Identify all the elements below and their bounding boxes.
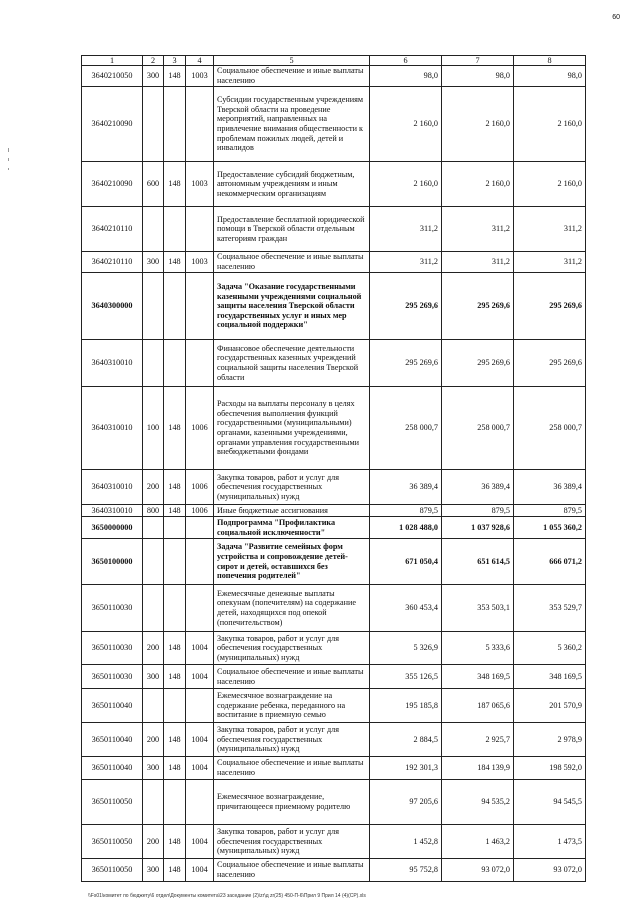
budget-table <box>81 55 586 882</box>
amount-year2-cell: 651 614,5 <box>442 539 514 585</box>
ministry-code-cell <box>164 780 186 825</box>
header-cell: 4 <box>186 56 214 66</box>
ministry-code-cell: 148 <box>164 825 186 859</box>
amount-year1-cell: 2 160,0 <box>370 87 442 162</box>
ministry-code-cell: 148 <box>164 66 186 87</box>
table-row <box>82 273 586 340</box>
budget-code-cell: 3650110040 <box>82 689 143 723</box>
expense-type-cell <box>143 273 164 340</box>
ministry-code-cell: 148 <box>164 387 186 470</box>
description-cell: Задача "Развитие семейных форм устройства и сопровождение детей-сирот и детей, оставшихся без попечения родителей" <box>214 539 370 585</box>
description-cell: Социальное обеспечение и иные выплаты населению <box>214 252 370 273</box>
table-row <box>82 825 586 859</box>
description-cell: Закупка товаров, работ и услуг для обеспечения государственных (муниципальных) нужд <box>214 470 370 505</box>
section-code-cell: 1003 <box>186 252 214 273</box>
amount-year1-cell: 258 000,7 <box>370 387 442 470</box>
description-cell: Субсидии государственным учреждениям Тверской области на проведение мероприятий, направленных на привлечение внимания общественности к проблемам пожилых людей, детей и инвалидов <box>214 87 370 162</box>
ministry-code-cell: 148 <box>164 859 186 882</box>
section-code-cell: 1006 <box>186 470 214 505</box>
header-cell: 3 <box>164 56 186 66</box>
amount-year2-cell: 98,0 <box>442 66 514 87</box>
description-cell: Ежемесячное вознаграждение на содержание ребенка, переданного на воспитание в приемную семью <box>214 689 370 723</box>
ministry-code-cell: 148 <box>164 505 186 517</box>
budget-code-cell: 3640310010 <box>82 340 143 387</box>
table-row <box>82 689 586 723</box>
file-path-footer: \\Fs01\комитет по бюджету\6 отдел\Документы комитета\23 заседание (2)\zr\д zr(25) 450-П-6\Прил 9 Прил 14 (4)(CP).xls <box>88 893 366 899</box>
section-code-cell: 1006 <box>186 505 214 517</box>
description-cell: Закупка товаров, работ и услуг для обеспечения государственных (муниципальных) нужд <box>214 723 370 757</box>
amount-year3-cell: 5 360,2 <box>514 632 586 665</box>
budget-code-cell: 3640310010 <box>82 387 143 470</box>
expense-type-cell: 300 <box>143 859 164 882</box>
amount-year2-cell: 353 503,1 <box>442 585 514 632</box>
section-code-cell <box>186 340 214 387</box>
budget-code-cell: 3650110030 <box>82 632 143 665</box>
budget-code-cell: 3650110040 <box>82 723 143 757</box>
amount-year1-cell: 295 269,6 <box>370 273 442 340</box>
section-code-cell: 1003 <box>186 162 214 207</box>
amount-year3-cell: 93 072,0 <box>514 859 586 882</box>
amount-year2-cell: 311,2 <box>442 207 514 252</box>
budget-code-cell: 3650110050 <box>82 859 143 882</box>
amount-year3-cell: 258 000,7 <box>514 387 586 470</box>
ministry-code-cell: 148 <box>164 632 186 665</box>
table-row <box>82 539 586 585</box>
amount-year3-cell: 348 169,5 <box>514 665 586 689</box>
table-row <box>82 780 586 825</box>
section-code-cell: 1004 <box>186 665 214 689</box>
ministry-code-cell: 148 <box>164 252 186 273</box>
description-cell: Финансовое обеспечение деятельности государственных казенных учреждений социальной защиты населения Тверской области <box>214 340 370 387</box>
budget-code-cell: 3650000000 <box>82 517 143 539</box>
amount-year2-cell: 94 535,2 <box>442 780 514 825</box>
budget-code-cell: 3640300000 <box>82 273 143 340</box>
amount-year3-cell: 1 055 360,2 <box>514 517 586 539</box>
amount-year2-cell: 1 037 928,6 <box>442 517 514 539</box>
ministry-code-cell <box>164 689 186 723</box>
amount-year1-cell: 36 389,4 <box>370 470 442 505</box>
section-code-cell <box>186 585 214 632</box>
budget-code-cell: 3650110040 <box>82 757 143 780</box>
table-row <box>82 252 586 273</box>
section-code-cell: 1004 <box>186 825 214 859</box>
expense-type-cell: 300 <box>143 757 164 780</box>
section-code-cell <box>186 207 214 252</box>
page-number: 60 <box>612 14 620 21</box>
budget-code-cell: 3650110050 <box>82 780 143 825</box>
description-cell: Закупка товаров, работ и услуг для обеспечения государственных (муниципальных) нужд <box>214 825 370 859</box>
description-cell: Предоставление субсидий бюджетным, автономным учреждениям и иным некоммерческим организациям <box>214 162 370 207</box>
table-row <box>82 66 586 87</box>
table-row <box>82 585 586 632</box>
expense-type-cell: 100 <box>143 387 164 470</box>
description-cell: Иные бюджетные ассигнования <box>214 505 370 517</box>
amount-year3-cell: 666 071,2 <box>514 539 586 585</box>
header-cell: 2 <box>143 56 164 66</box>
header-cell: 8 <box>514 56 586 66</box>
amount-year1-cell: 2 884,5 <box>370 723 442 757</box>
description-cell: Ежемесячное вознаграждение, причитающееся приемному родителю <box>214 780 370 825</box>
amount-year3-cell: 36 389,4 <box>514 470 586 505</box>
section-code-cell: 1004 <box>186 859 214 882</box>
section-code-cell <box>186 273 214 340</box>
amount-year1-cell: 879,5 <box>370 505 442 517</box>
amount-year3-cell: 198 592,0 <box>514 757 586 780</box>
header-cell: 7 <box>442 56 514 66</box>
margin-mark <box>8 158 9 161</box>
expense-type-cell <box>143 207 164 252</box>
amount-year2-cell: 295 269,6 <box>442 340 514 387</box>
budget-code-cell: 3640310010 <box>82 505 143 517</box>
header-row <box>82 56 586 66</box>
amount-year1-cell: 1 452,8 <box>370 825 442 859</box>
amount-year1-cell: 355 126,5 <box>370 665 442 689</box>
ministry-code-cell <box>164 585 186 632</box>
ministry-code-cell: 148 <box>164 757 186 780</box>
expense-type-cell: 200 <box>143 825 164 859</box>
header-cell: 1 <box>82 56 143 66</box>
expense-type-cell: 600 <box>143 162 164 207</box>
table-row <box>82 162 586 207</box>
ministry-code-cell: 148 <box>164 723 186 757</box>
amount-year3-cell: 295 269,6 <box>514 340 586 387</box>
amount-year2-cell: 2 925,7 <box>442 723 514 757</box>
section-code-cell: 1006 <box>186 387 214 470</box>
amount-year2-cell: 1 463,2 <box>442 825 514 859</box>
table-row <box>82 470 586 505</box>
table-row <box>82 387 586 470</box>
expense-type-cell: 200 <box>143 632 164 665</box>
table-row <box>82 723 586 757</box>
amount-year1-cell: 95 752,8 <box>370 859 442 882</box>
description-cell: Задача "Оказание государственными казенными учреждениями социальной защиты населения Тверской области государственных услуг и иных мер социальной поддержки" <box>214 273 370 340</box>
budget-code-cell: 3640210090 <box>82 87 143 162</box>
margin-mark <box>8 148 9 152</box>
expense-type-cell: 300 <box>143 66 164 87</box>
amount-year2-cell: 36 389,4 <box>442 470 514 505</box>
budget-code-cell: 3640210110 <box>82 252 143 273</box>
table-row <box>82 340 586 387</box>
expense-type-cell <box>143 780 164 825</box>
amount-year3-cell: 311,2 <box>514 207 586 252</box>
expense-type-cell: 800 <box>143 505 164 517</box>
description-cell: Социальное обеспечение и иные выплаты населению <box>214 66 370 87</box>
amount-year1-cell: 195 185,8 <box>370 689 442 723</box>
expense-type-cell: 300 <box>143 665 164 689</box>
amount-year2-cell: 311,2 <box>442 252 514 273</box>
amount-year2-cell: 2 160,0 <box>442 162 514 207</box>
amount-year3-cell: 311,2 <box>514 252 586 273</box>
amount-year3-cell: 295 269,6 <box>514 273 586 340</box>
amount-year2-cell: 93 072,0 <box>442 859 514 882</box>
expense-type-cell: 300 <box>143 252 164 273</box>
amount-year1-cell: 192 301,3 <box>370 757 442 780</box>
table-row <box>82 665 586 689</box>
table-row <box>82 207 586 252</box>
expense-type-cell: 200 <box>143 470 164 505</box>
amount-year3-cell: 201 570,9 <box>514 689 586 723</box>
header-cell: 5 <box>214 56 370 66</box>
section-code-cell: 1004 <box>186 723 214 757</box>
budget-code-cell: 3640210050 <box>82 66 143 87</box>
ministry-code-cell: 148 <box>164 162 186 207</box>
budget-code-cell: 3640310010 <box>82 470 143 505</box>
table-row <box>82 517 586 539</box>
ministry-code-cell: 148 <box>164 665 186 689</box>
section-code-cell <box>186 780 214 825</box>
description-cell: Предоставление бесплатной юридической помощи в Тверской области отдельным категориям граждан <box>214 207 370 252</box>
amount-year1-cell: 311,2 <box>370 252 442 273</box>
expense-type-cell <box>143 585 164 632</box>
amount-year1-cell: 1 028 488,0 <box>370 517 442 539</box>
budget-code-cell: 3650110030 <box>82 665 143 689</box>
ministry-code-cell: 148 <box>164 470 186 505</box>
budget-code-cell: 3640210090 <box>82 162 143 207</box>
amount-year3-cell: 2 160,0 <box>514 162 586 207</box>
expense-type-cell: 200 <box>143 723 164 757</box>
expense-type-cell <box>143 87 164 162</box>
amount-year1-cell: 97 205,6 <box>370 780 442 825</box>
section-code-cell <box>186 689 214 723</box>
amount-year2-cell: 348 169,5 <box>442 665 514 689</box>
amount-year1-cell: 2 160,0 <box>370 162 442 207</box>
amount-year3-cell: 1 473,5 <box>514 825 586 859</box>
amount-year3-cell: 879,5 <box>514 505 586 517</box>
budget-code-cell: 3650100000 <box>82 539 143 585</box>
header-cell: 6 <box>370 56 442 66</box>
ministry-code-cell <box>164 517 186 539</box>
ministry-code-cell <box>164 207 186 252</box>
budget-code-cell: 3640210110 <box>82 207 143 252</box>
section-code-cell: 1004 <box>186 632 214 665</box>
amount-year1-cell: 671 050,4 <box>370 539 442 585</box>
expense-type-cell <box>143 689 164 723</box>
ministry-code-cell <box>164 87 186 162</box>
section-code-cell: 1004 <box>186 757 214 780</box>
table-row <box>82 505 586 517</box>
table-row <box>82 859 586 882</box>
description-cell: Закупка товаров, работ и услуг для обеспечения государственных (муниципальных) нужд <box>214 632 370 665</box>
table-row <box>82 632 586 665</box>
description-cell: Подпрограмма "Профилактика социальной исключенности" <box>214 517 370 539</box>
amount-year2-cell: 184 139,9 <box>442 757 514 780</box>
ministry-code-cell <box>164 340 186 387</box>
table-row <box>82 87 586 162</box>
expense-type-cell <box>143 539 164 585</box>
description-cell: Ежемесячные денежные выплаты опекунам (попечителям) на содержание детей, находящихся под опекой (попечительством) <box>214 585 370 632</box>
amount-year1-cell: 295 269,6 <box>370 340 442 387</box>
expense-type-cell <box>143 340 164 387</box>
amount-year2-cell: 2 160,0 <box>442 87 514 162</box>
amount-year3-cell: 2 160,0 <box>514 87 586 162</box>
description-cell: Социальное обеспечение и иные выплаты населению <box>214 665 370 689</box>
amount-year3-cell: 353 529,7 <box>514 585 586 632</box>
section-code-cell <box>186 87 214 162</box>
section-code-cell <box>186 517 214 539</box>
amount-year2-cell: 879,5 <box>442 505 514 517</box>
amount-year3-cell: 94 545,5 <box>514 780 586 825</box>
ministry-code-cell <box>164 539 186 585</box>
description-cell: Социальное обеспечение и иные выплаты населению <box>214 757 370 780</box>
margin-mark <box>8 168 9 170</box>
amount-year1-cell: 5 326,9 <box>370 632 442 665</box>
table-row <box>82 757 586 780</box>
section-code-cell: 1003 <box>186 66 214 87</box>
amount-year1-cell: 360 453,4 <box>370 585 442 632</box>
ministry-code-cell <box>164 273 186 340</box>
budget-code-cell: 3650110050 <box>82 825 143 859</box>
amount-year3-cell: 98,0 <box>514 66 586 87</box>
amount-year2-cell: 258 000,7 <box>442 387 514 470</box>
amount-year2-cell: 187 065,6 <box>442 689 514 723</box>
amount-year3-cell: 2 978,9 <box>514 723 586 757</box>
description-cell: Социальное обеспечение и иные выплаты населению <box>214 859 370 882</box>
amount-year2-cell: 295 269,6 <box>442 273 514 340</box>
section-code-cell <box>186 539 214 585</box>
expense-type-cell <box>143 517 164 539</box>
budget-code-cell: 3650110030 <box>82 585 143 632</box>
amount-year1-cell: 311,2 <box>370 207 442 252</box>
amount-year2-cell: 5 333,6 <box>442 632 514 665</box>
description-cell: Расходы на выплаты персоналу в целях обеспечения выполнения функций государственными (муниципальными) органами, казенными учреждениями, органами управления государственными внебюджетными фондами <box>214 387 370 470</box>
amount-year1-cell: 98,0 <box>370 66 442 87</box>
